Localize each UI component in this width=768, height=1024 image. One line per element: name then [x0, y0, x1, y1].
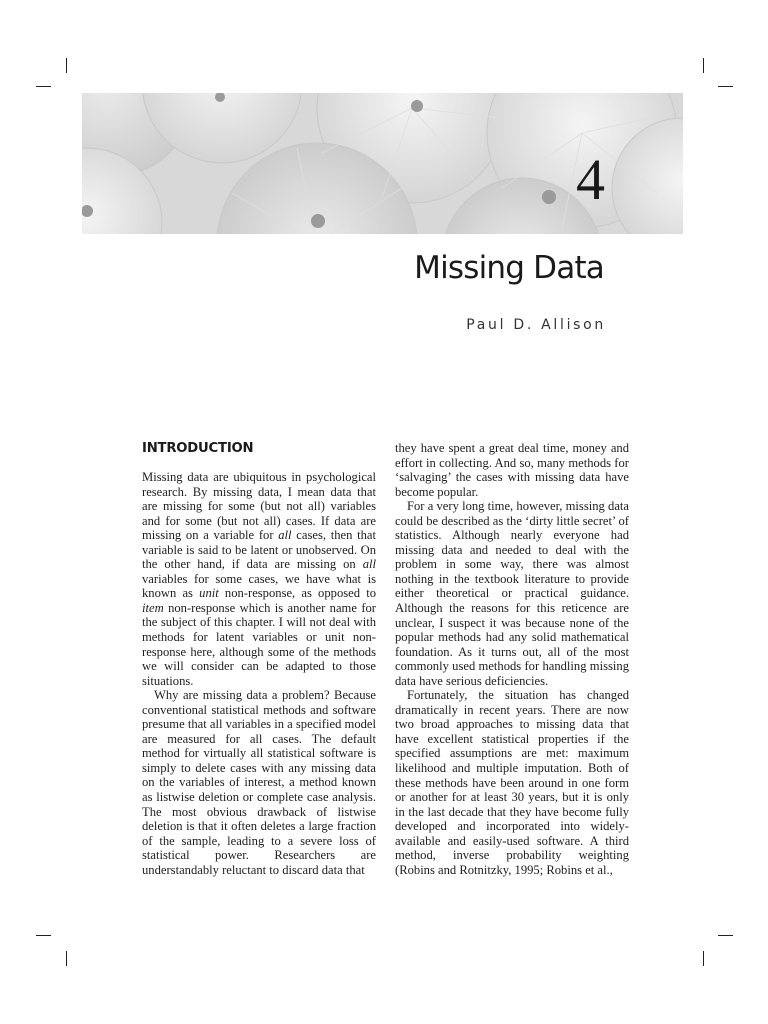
text-run: non-response which is another name for the subject of this chapter. I will not deal with methods for latent variables or unit non-response here, although some of the methods we will consider can be adapted to those situations.	[142, 600, 376, 688]
body-paragraph	[395, 499, 629, 688]
crop-mark	[718, 86, 733, 87]
italic-text: all	[362, 557, 376, 572]
crop-mark	[66, 951, 67, 966]
chapter-number: 4	[576, 147, 605, 212]
body-paragraph	[142, 470, 376, 688]
italic-text: unit	[199, 586, 219, 601]
body-paragraph	[142, 688, 376, 877]
crop-mark	[718, 935, 733, 936]
body-paragraph	[395, 688, 629, 877]
text-run: For a very long time, however, missing data could be described as the ‘dirty little secret’ of statistics. Although nearly everyone had missing data and needed to deal with the problem in some way, there was almost nothing in the textbook literature to provide either theoretical or practical guidance. Although the reasons for this reticence are unclear, I suspect it was because none of the popular methods had any solid mathematical foundation. As it turns out, all of the most commonly used methods for handling missing data have serious deficiencies.	[395, 499, 629, 688]
section-heading: INTRODUCTION	[142, 441, 254, 456]
text-run: non-response, as opposed to	[218, 586, 377, 601]
text-run: variables for some cases, we have what is known as	[142, 571, 376, 601]
left-text-column	[142, 470, 376, 877]
text-run: Why are missing data a problem? Because conventional statistical methods and software presume that all variables in a specified model are measured for all cases. The default method for virtually all statistical software is simply to delete cases with any missing data on the variables of interest, a method known as listwise deletion or complete case analysis. The most obvious drawback of listwise deletion is that it often deletes a large fraction of the sample, leading to a severe loss of statistical power. Researchers are understandably reluctant to discard data that	[142, 688, 376, 877]
italic-text: all	[278, 528, 292, 543]
body-paragraph	[395, 441, 629, 499]
crop-mark	[703, 58, 704, 73]
chapter-banner-image	[82, 93, 683, 234]
crop-mark	[36, 86, 51, 87]
crop-mark	[703, 951, 704, 966]
italic-text: item	[142, 600, 164, 615]
crop-mark	[36, 935, 51, 936]
crop-mark	[66, 58, 67, 73]
text-run: Fortunately, the situation has changed dramatically in recent years. There are now two broad approaches to missing data that have excellent statistical properties if the specified assumptions are met: maximum likelihood and multiple imputation. Both of these methods have been around in one form or another for at least 30 years, but it is only in the last decade that they have become fully developed and incorporated into widely-available and easily-used software. A third method, inverse probability weighting (Robins and Rotnitzky, 1995; Robins et al.,	[395, 688, 629, 877]
text-run: Missing data are ubiquitous in psychological research. By missing data, I mean data that are missing for some (but not all) variables and for some (but not all) cases. If data are missing on a variable for	[142, 470, 376, 543]
text-run: cases, then that variable is said to be latent or unobserved. On the other hand, if data are missing on	[142, 528, 377, 572]
chapter-author: Paul D. Allison	[466, 317, 606, 333]
chapter-title: Missing Data	[414, 250, 604, 286]
right-text-column	[395, 441, 629, 877]
text-run: they have spent a great deal time, money and effort in collecting. And so, many methods for ‘salvaging’ the cases with missing data have become popular.	[395, 441, 629, 499]
